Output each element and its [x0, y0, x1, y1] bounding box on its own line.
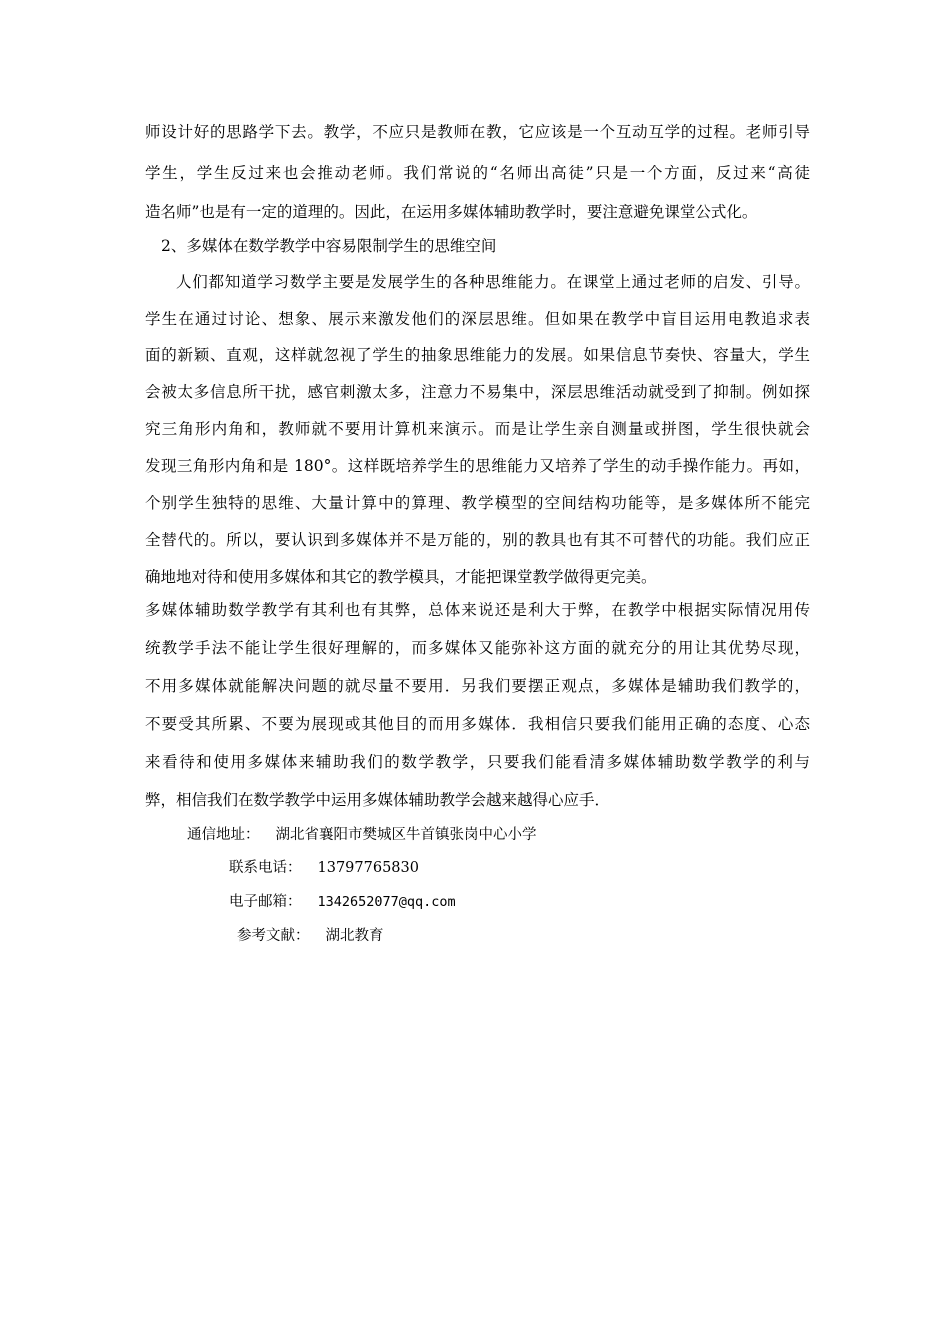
- para3-line: 不用多媒体就能解决问题的就尽量不要用．另我们要摆正观点，多媒体是辅助我们教学的，: [145, 677, 810, 695]
- address-row: [187, 825, 537, 845]
- para1-line: 学生，学生反过来也会推动老师。我们常说的“名师出高徒”只是一个方面，反过来“高徒: [145, 164, 810, 182]
- para3-line: 弊，相信我们在数学教学中运用多媒体辅助教学会越来越得心应手．: [145, 791, 611, 809]
- para3-line: 统教学手法不能让学生很好理解的，而多媒体又能弥补这方面的就充分的用让其优势尽现，: [145, 639, 810, 657]
- phone-row: [229, 858, 419, 878]
- para2-line: 面的新颖、直观，这样就忽视了学生的抽象思维能力的发展。如果信息节奏快、容量大，学生: [145, 346, 810, 364]
- para2-line: 学生在通过讨论、想象、展示来激发他们的深层思维。但如果在教学中盲目运用电教追求表: [145, 310, 810, 328]
- para1-line: 造名师”也是有一定的道理的。因此，在运用多媒体辅助教学时，要注意避免课堂公式化。: [145, 203, 758, 221]
- email-label: 电子邮箱：: [229, 894, 302, 910]
- phone-label: 联系电话：: [229, 860, 302, 876]
- phone-value: 13797765830: [317, 860, 419, 876]
- para2-line: 个别学生独特的思维、大量计算中的算理、教学模型的空间结构功能等，是多媒体所不能完: [145, 494, 810, 512]
- email-value: 1342652077@qq.com: [317, 894, 456, 910]
- email-row: [229, 892, 456, 912]
- para2-line: 人们都知道学习数学主要是发展学生的各种思维能力。在课堂上通过老师的启发、引导。: [176, 273, 810, 291]
- para2-line: 究三角形内角和，教师就不要用计算机来演示。而是让学生亲自测量或拼图，学生很快就会: [145, 420, 810, 438]
- section-heading: 2、多媒体在数学教学中容易限制学生的思维空间: [161, 237, 497, 255]
- reference-label: 参考文献：: [237, 928, 310, 944]
- para3-line: 不要受其所累、不要为展现或其他目的而用多媒体．我相信只要我们能用正确的态度、心态: [145, 715, 810, 733]
- para2-line: 全替代的。所以，要认识到多媒体并不是万能的，别的教具也有其不可替代的功能。我们应正: [145, 531, 810, 549]
- reference-row: [237, 926, 384, 946]
- para2-line: 确地地对待和使用多媒体和其它的教学模具，才能把课堂教学做得更完美。: [145, 568, 657, 586]
- address-value: 湖北省襄阳市樊城区牛首镇张岗中心小学: [275, 827, 537, 843]
- para1-line: 师设计好的思路学下去。教学，不应只是教师在教，它应该是一个互动互学的过程。老师引导: [145, 123, 810, 141]
- para3-line: 来看待和使用多媒体来辅助我们的数学教学，只要我们能看清多媒体辅助数学教学的利与: [145, 753, 810, 771]
- reference-value: 湖北教育: [325, 928, 384, 944]
- para2-line: 发现三角形内角和是 180°。这样既培养学生的思维能力又培养了学生的动手操作能力。再如，: [145, 457, 810, 475]
- address-label: 通信地址：: [187, 827, 260, 843]
- para3-line: 多媒体辅助数学教学有其利也有其弊，总体来说还是利大于弊，在教学中根据实际情况用传: [145, 601, 810, 619]
- para2-line: 会被太多信息所干扰，感官刺激太多，注意力不易集中，深层思维活动就受到了抑制。例如探: [145, 383, 810, 401]
